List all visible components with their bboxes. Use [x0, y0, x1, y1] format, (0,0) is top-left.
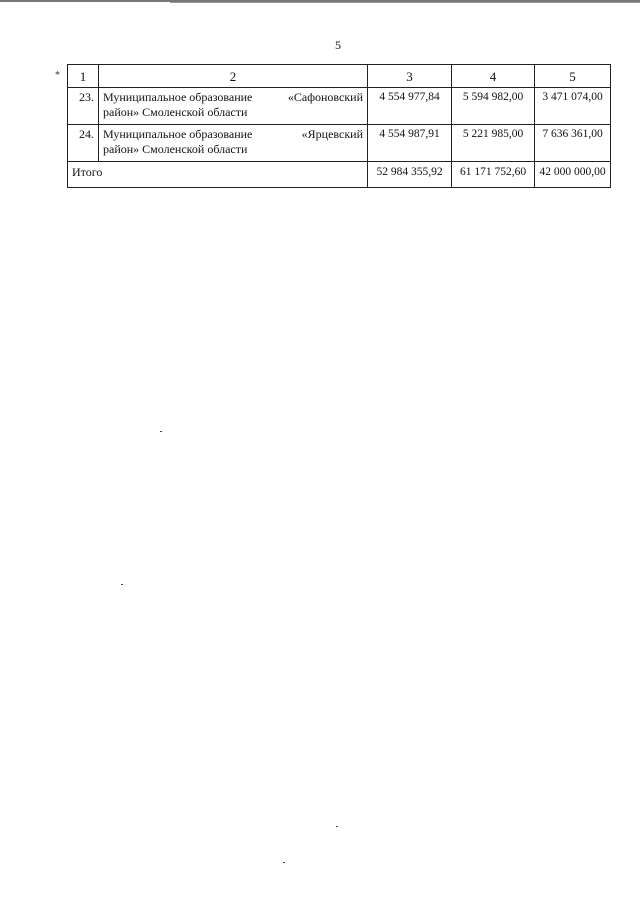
municipality-name-part1: Муниципальное образование [103, 127, 253, 141]
value-col5: 3 471 074,00 [535, 88, 611, 125]
page-top-edge-shadow [170, 2, 640, 3]
column-header-3: 3 [368, 65, 452, 88]
value-col3: 4 554 987,91 [368, 125, 452, 162]
value-col4: 5 594 982,00 [452, 88, 535, 125]
scan-speck [283, 862, 285, 863]
value-col4: 5 221 985,00 [452, 125, 535, 162]
municipality-name-part1: Муниципальное образование [103, 90, 253, 104]
municipality-name-line1 [103, 127, 363, 142]
value-col3: 4 554 977,84 [368, 88, 452, 125]
total-label: Итого [68, 162, 368, 188]
scan-speck [121, 584, 123, 585]
scan-speck [160, 431, 162, 432]
municipality-name-part2: «Сафоновский [287, 90, 363, 104]
row-number: 23. [68, 88, 99, 125]
table-row [68, 88, 611, 125]
data-table [67, 64, 611, 188]
row-number: 24. [68, 125, 99, 162]
table-header-row [68, 65, 611, 88]
total-col4: 61 171 752,60 [452, 162, 535, 188]
value-col5: 7 636 361,00 [535, 125, 611, 162]
margin-mark: * [55, 70, 60, 81]
column-header-5: 5 [535, 65, 611, 88]
municipality-name [99, 125, 368, 162]
municipality-name-line1 [103, 90, 363, 105]
total-col5: 42 000 000,00 [535, 162, 611, 188]
municipality-name [99, 88, 368, 125]
total-col3: 52 984 355,92 [368, 162, 452, 188]
municipality-name-part2: «Ярцевский [301, 127, 363, 141]
municipality-name-line2: район» Смоленской области [103, 142, 248, 156]
scan-speck [336, 826, 338, 827]
page-number: 5 [335, 38, 341, 52]
column-header-1: 1 [68, 65, 99, 88]
column-header-2: 2 [99, 65, 368, 88]
municipality-name-line2: район» Смоленской области [103, 105, 248, 119]
total-row [68, 162, 611, 188]
column-header-4: 4 [452, 65, 535, 88]
table-row [68, 125, 611, 162]
